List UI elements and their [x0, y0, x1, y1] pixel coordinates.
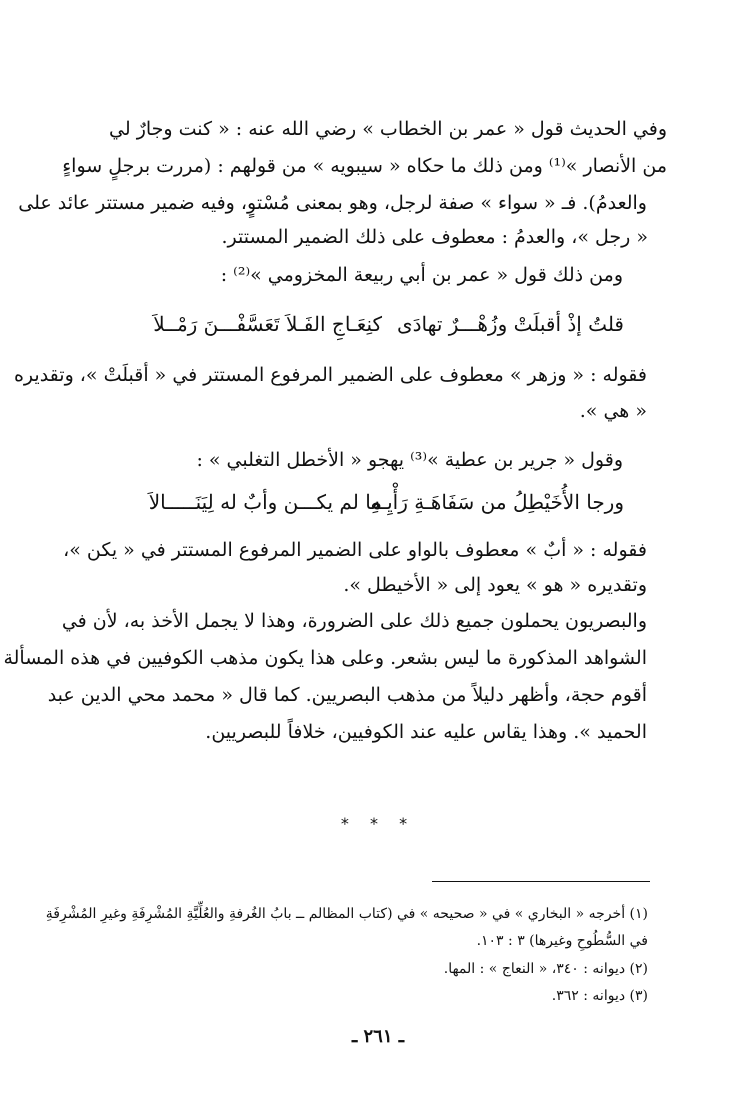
footnote-line: (١) أخرجه « البخاري » في « صحيحه » في (كتاب المظالم ــ بابُ الغُرفةِ والعُلِّيَّةِ المُشْرِفَةِ وغيرِ المُشْرِفَةِ [45, 906, 648, 922]
verse-hemistich-left: كنِعَـاجِ الفَـلاَ تَعَسَّفْـــنَ رَمْــلاَ [153, 312, 382, 336]
body-line: والعدمُ). فـ « سواء » صفة لرجل، وهو بمعنى مُسْتوٍ، وفيه ضمير مستتر عائد على [18, 192, 647, 214]
footnote-line: في السُّطُوحِ وغيرها) ٣ : ١٠٣. [476, 933, 648, 949]
body-line: الحميد ». وهذا يقاس عليه عند الكوفيين، خلافاً للبصريين. [205, 721, 647, 743]
section-separator-stars: * * * [340, 814, 416, 833]
verse-hemistich-right: قلتُ إذْ أقبلَتْ وزُهْـــرٌ تهادَى [396, 312, 624, 336]
verse-hemistich-left: ما لم يكـــن وأبٌ له لِيَنَـــــالاَ [148, 490, 382, 514]
body-line: وقول « جرير بن عطية »⁽³⁾ يهجو « الأخطل التغلبي » : [196, 449, 623, 471]
body-line: وفي الحديث قول « عمر بن الخطاب » رضي الله عنه : « كنت وجارٌ لي [109, 118, 667, 140]
footnote-line: (٢) ديوانه : ٣٤٠، « النعاج » : المها. [443, 961, 648, 977]
body-line: أقوم حجة، وأظهر دليلاً من مذهب البصريين. كما قال « محمد محي الدين عبد [47, 684, 647, 706]
footnote-line: (٣) ديوانه : ٣٦٢. [551, 988, 648, 1004]
body-line: فقوله : « أبٌ » معطوف بالواو على الضمير المرفوع المستتر في « يكن »، [63, 539, 647, 561]
body-line: الشواهد المذكورة ما ليس بشعر. وعلى هذا يكون مذهب الكوفيين في هذه المسألة [3, 647, 647, 669]
body-line: ومن ذلك قول « عمر بن أبي ربيعة المخزومي »⁽²⁾ : [220, 264, 623, 286]
page-number: ـ ٢٦١ ـ [351, 1026, 405, 1047]
body-line: وتقديره « هو » يعود إلى « الأخيطل ». [343, 574, 647, 596]
body-line: « هي ». [579, 400, 647, 422]
body-line: من الأنصار »⁽¹⁾ ومن ذلك ما حكاه « سيبويه » من قولهم : (مررت برجلٍ سواءٍ [62, 155, 667, 177]
body-line: والبصريون يحملون جميع ذلك على الضرورة، وهذا لا يجمل الأخذ به، لأن في [61, 610, 647, 632]
body-line: فقوله : « وزهر » معطوف على الضمير المرفوع المستتر في « أقبلَتْ »، وتقديره [13, 364, 647, 386]
footnote-divider [432, 881, 650, 882]
body-line: « رجل »، والعدمُ : معطوف على ذلك الضمير المستتر. [221, 226, 648, 248]
verse-hemistich-right: ورجا الأُخَيْطِلُ من سَفَاهَـةِ رَأْيِـهِ [370, 490, 624, 514]
